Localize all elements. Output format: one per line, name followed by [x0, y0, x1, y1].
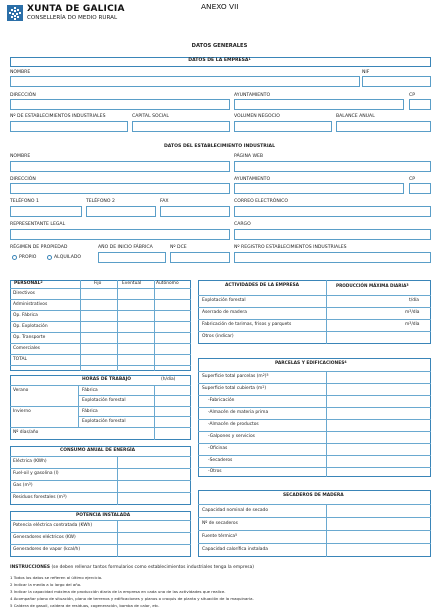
company-balance-label: BALANCE ANUAL	[336, 114, 375, 119]
instruction-item: 3 Indicar la capacidad máxima de producción diaria de la empresa en cada una de las actividades que realice.	[10, 589, 226, 594]
activity-row-unit: $m^3$/día	[405, 321, 420, 328]
dryers-row-label: Nº de secaderos	[202, 521, 238, 526]
dryers-divider	[198, 530, 431, 531]
hours-invierno: Invierno	[13, 409, 31, 414]
radio-alquilado[interactable]	[47, 255, 52, 260]
personal-divider	[10, 332, 191, 333]
hours-unit: (h/día)	[161, 377, 176, 382]
department-name: CONSELLERÍA DO MEDIO RURAL	[27, 15, 118, 21]
energy-row-label: Gas $(m^3)$	[13, 482, 33, 489]
instruction-item: 1 Todos los datos se refieren al último ejercicio.	[10, 575, 103, 580]
parcels-row-label: -Almacén de materia prima	[208, 410, 269, 415]
personal-divider	[117, 280, 118, 371]
personal-row-label: Op. Transporte	[13, 335, 46, 340]
power-divider	[117, 520, 118, 557]
est-rep-label: REPRESENTANTE LEGAL	[10, 222, 66, 227]
activities-divider	[326, 280, 327, 344]
energy-divider	[10, 492, 191, 493]
parcels-title: PARCELAS Y EDIFICACIONES$^4$	[275, 360, 347, 367]
personal-title: PERSONAL$^2$	[14, 280, 43, 287]
activities-capacity-title: PRODUCCIÓN MÁXIMA DIARIA$^3$	[336, 282, 409, 288]
company-ayuntamiento-field[interactable]	[234, 99, 404, 110]
est-regimen-label: RÉGIMEN DE PROPIEDAD	[10, 245, 68, 250]
dryers-title: SECADEROS DE MADERA	[283, 493, 344, 498]
power-divider	[10, 520, 191, 521]
company-capital-field[interactable]	[132, 121, 230, 132]
activity-row-unit: t/día	[409, 298, 419, 303]
annex-label: ANEXO VII	[201, 2, 239, 11]
parcels-divider	[198, 371, 431, 372]
energy-row-label: Residuos forestales $(m^3)$	[13, 494, 67, 501]
hours-fabrica: Fábrica	[82, 388, 98, 393]
company-ayuntamiento-label: AYUNTAMIENTO	[234, 93, 271, 98]
personal-divider	[154, 280, 155, 371]
company-establishments-label: Nº DE ESTABLECIMIENTOS INDUSTRIALES	[10, 114, 106, 119]
company-nif-field[interactable]	[362, 76, 431, 87]
company-title: DATOS DE LA EMPRESA$^1$	[188, 57, 251, 64]
dryers-divider	[198, 504, 431, 505]
est-tel1-field[interactable]	[10, 206, 82, 217]
energy-divider	[10, 468, 191, 469]
personal-divider	[10, 310, 191, 311]
company-name-field[interactable]	[10, 76, 360, 87]
radio-propio-label: PROPIO	[19, 255, 37, 260]
personal-row-label: Op. Explotación	[13, 324, 48, 329]
est-inicio-field[interactable]	[98, 252, 166, 263]
parcels-divider	[198, 455, 431, 456]
est-cp-field[interactable]	[409, 183, 431, 194]
est-web-label: PÁGINA WEB	[234, 154, 264, 159]
activities-divider	[198, 319, 431, 320]
est-web-field[interactable]	[234, 161, 431, 172]
xunta-logo-icon	[7, 5, 23, 21]
activities-divider	[198, 307, 431, 308]
hours-explotacion: Explotación forestal	[82, 419, 126, 424]
activity-row-label: Aserrado de madera	[202, 310, 247, 315]
energy-row-label: Fuel-oil y gasolina (l)	[13, 471, 59, 476]
hours-divider	[78, 395, 191, 396]
parcels-divider	[198, 431, 431, 432]
activities-divider	[198, 295, 431, 296]
dryers-row-label: Fuente térmica$^5$	[202, 533, 238, 540]
est-cargo-label: CARGO	[234, 222, 251, 227]
power-row-label: Potencia eléctrica contratada (KWh)	[13, 523, 93, 528]
hours-dias: Nº días/año	[13, 430, 39, 435]
est-ayuntamiento-field[interactable]	[234, 183, 404, 194]
instruction-item: 4 Acompañar plano de situación, plano de terrenos y edificaciones y planos o croquis de planta y situación de la maquinaria.	[10, 596, 254, 601]
company-volume-label: VOLUMEN NEGOCIO	[234, 114, 280, 119]
personal-divider	[10, 343, 191, 344]
personal-divider	[10, 288, 191, 289]
est-name-field[interactable]	[10, 161, 230, 172]
hours-divider	[154, 385, 155, 440]
est-dce-label: Nº DCE	[170, 245, 187, 250]
est-dce-field[interactable]	[170, 252, 230, 263]
company-capital-label: CAPITAL SOCIAL	[132, 114, 169, 119]
parcels-row-label: -Secaderos	[208, 458, 233, 463]
dryers-row-label: Capacidad calorífica instalada	[202, 547, 268, 552]
parcels-divider	[198, 395, 431, 396]
est-registro-field[interactable]	[234, 252, 431, 263]
company-balance-field[interactable]	[336, 121, 431, 132]
radio-alquilado-label: ALQUILADO	[54, 255, 81, 260]
personal-row-label: Directivos	[13, 291, 35, 296]
energy-row-label: Eléctrica (KWh)	[13, 459, 47, 464]
personal-divider	[10, 365, 191, 366]
personal-col-fijo: Fijo	[94, 281, 102, 286]
company-cp-field[interactable]	[409, 99, 431, 110]
est-email-field[interactable]	[234, 206, 431, 217]
personal-divider	[10, 321, 191, 322]
company-cp-label: CP	[409, 93, 415, 98]
est-tel2-label: TELÉFONO 2	[86, 199, 115, 204]
power-divider	[10, 544, 191, 545]
personal-col-eventual: Eventual	[122, 281, 142, 286]
personal-row-label: Comerciales	[13, 346, 40, 351]
activities-divider	[198, 331, 431, 332]
personal-col-autonomo: Autónomo	[156, 281, 179, 286]
personal-row-label: TOTAL	[13, 357, 27, 362]
instructions-title: INSTRUCCIONES (se deben rellenar tantos formularios como establecimientos industriales tenga la empresa)	[10, 565, 254, 570]
power-divider	[10, 532, 191, 533]
parcels-row-label: -Almacén de productos	[208, 422, 259, 427]
activity-row-label: Fabricación de tarimas, frisos y parquets	[202, 322, 292, 327]
power-title: POTENCIA INSTALADA	[76, 513, 131, 518]
company-establishments-field[interactable]	[10, 121, 128, 132]
hours-title: HORAS DE TRABAJO	[82, 377, 131, 382]
parcels-divider	[198, 383, 431, 384]
est-registro-label: Nº REGISTRO ESTABLECIMIENTOS INDUSTRIALES	[234, 245, 347, 250]
hours-fabrica: Fábrica	[82, 409, 98, 414]
parcels-row-label: -Otros	[208, 469, 222, 474]
est-address-label: DIRECCIÓN	[10, 177, 36, 182]
hours-divider	[10, 406, 191, 407]
org-name: XUNTA DE GALICIA	[27, 4, 125, 14]
parcels-divider	[198, 467, 431, 468]
activity-row-unit: $m^3$/día	[405, 309, 420, 316]
hours-verano: Verano	[13, 388, 29, 393]
personal-row-label: Administrativos	[13, 302, 48, 307]
personal-divider	[10, 354, 191, 355]
parcels-row-label: Superficie total cubierta $(m^2)$	[202, 385, 267, 392]
est-rep-field[interactable]	[10, 229, 230, 240]
parcels-row-label: -Fabricación	[208, 398, 235, 403]
hours-explotacion: Explotación forestal	[82, 398, 126, 403]
activities-title: ACTIVIDADES DE LA EMPRESA	[225, 283, 300, 288]
parcels-divider	[198, 419, 431, 420]
establishment-title: DATOS DEL ESTABLECIMIENTO INDUSTRIAL	[163, 144, 276, 149]
general-title: DATOS GENERALES	[191, 43, 248, 49]
power-row-label: Generadores de vapor (kcal/h)	[13, 547, 81, 552]
parcels-divider	[326, 371, 327, 477]
est-address-field[interactable]	[10, 183, 230, 194]
parcels-divider	[198, 407, 431, 408]
personal-divider	[80, 280, 81, 371]
hours-divider	[10, 385, 191, 386]
est-inicio-label: AÑO DE INICIO FÁBRICA	[98, 245, 153, 250]
energy-divider	[10, 480, 191, 481]
company-address-field[interactable]	[10, 99, 230, 110]
hours-divider	[78, 416, 191, 417]
est-fax-label: FAX	[160, 199, 169, 204]
parcels-row-label: -Galpones y servicios	[208, 434, 255, 439]
activity-row-label: Otros (indicar)	[202, 334, 234, 339]
est-email-label: CORREO ELECTRÓNICO	[234, 199, 288, 204]
company-address-label: DIRECCIÓN	[10, 93, 36, 98]
est-cp-label: CP	[409, 177, 415, 182]
est-name-label: NOMBRE	[10, 154, 31, 159]
parcels-row-label: -Oficinas	[208, 446, 228, 451]
est-fax-field[interactable]	[160, 206, 230, 217]
activity-row-label: Explotación forestal	[202, 298, 246, 303]
instruction-item: 2 Indicar la media a lo largo del año.	[10, 582, 82, 587]
company-name-label: NOMBRE	[10, 70, 31, 75]
energy-divider	[10, 456, 191, 457]
est-tel1-label: TELÉFONO 1	[10, 199, 39, 204]
company-nif-label: NIF	[362, 70, 370, 75]
parcels-row-label: Superficie total parcelas $(m^2)^5$	[202, 373, 269, 380]
hours-divider	[10, 427, 191, 428]
dryers-divider	[198, 517, 431, 518]
est-cargo-field[interactable]	[234, 229, 431, 240]
dryers-row-label: Capacidad nominal de secado	[202, 508, 269, 513]
dryers-divider	[198, 543, 431, 544]
est-tel2-field[interactable]	[86, 206, 156, 217]
instruction-item: 5 Caldera de gasoil, caldera de residuos, cogeneración, bomba de calor, etc.	[10, 603, 160, 608]
personal-row-label: Op. Fábrica	[13, 313, 38, 318]
radio-propio[interactable]	[12, 255, 17, 260]
personal-divider	[10, 299, 191, 300]
power-row-label: Generadores eléctricos (KW)	[13, 535, 76, 540]
energy-title: CONSUMO ANUAL DE ENERGÍA	[60, 448, 136, 453]
parcels-divider	[198, 443, 431, 444]
company-volume-field[interactable]	[234, 121, 332, 132]
est-ayuntamiento-label: AYUNTAMIENTO	[234, 177, 271, 182]
